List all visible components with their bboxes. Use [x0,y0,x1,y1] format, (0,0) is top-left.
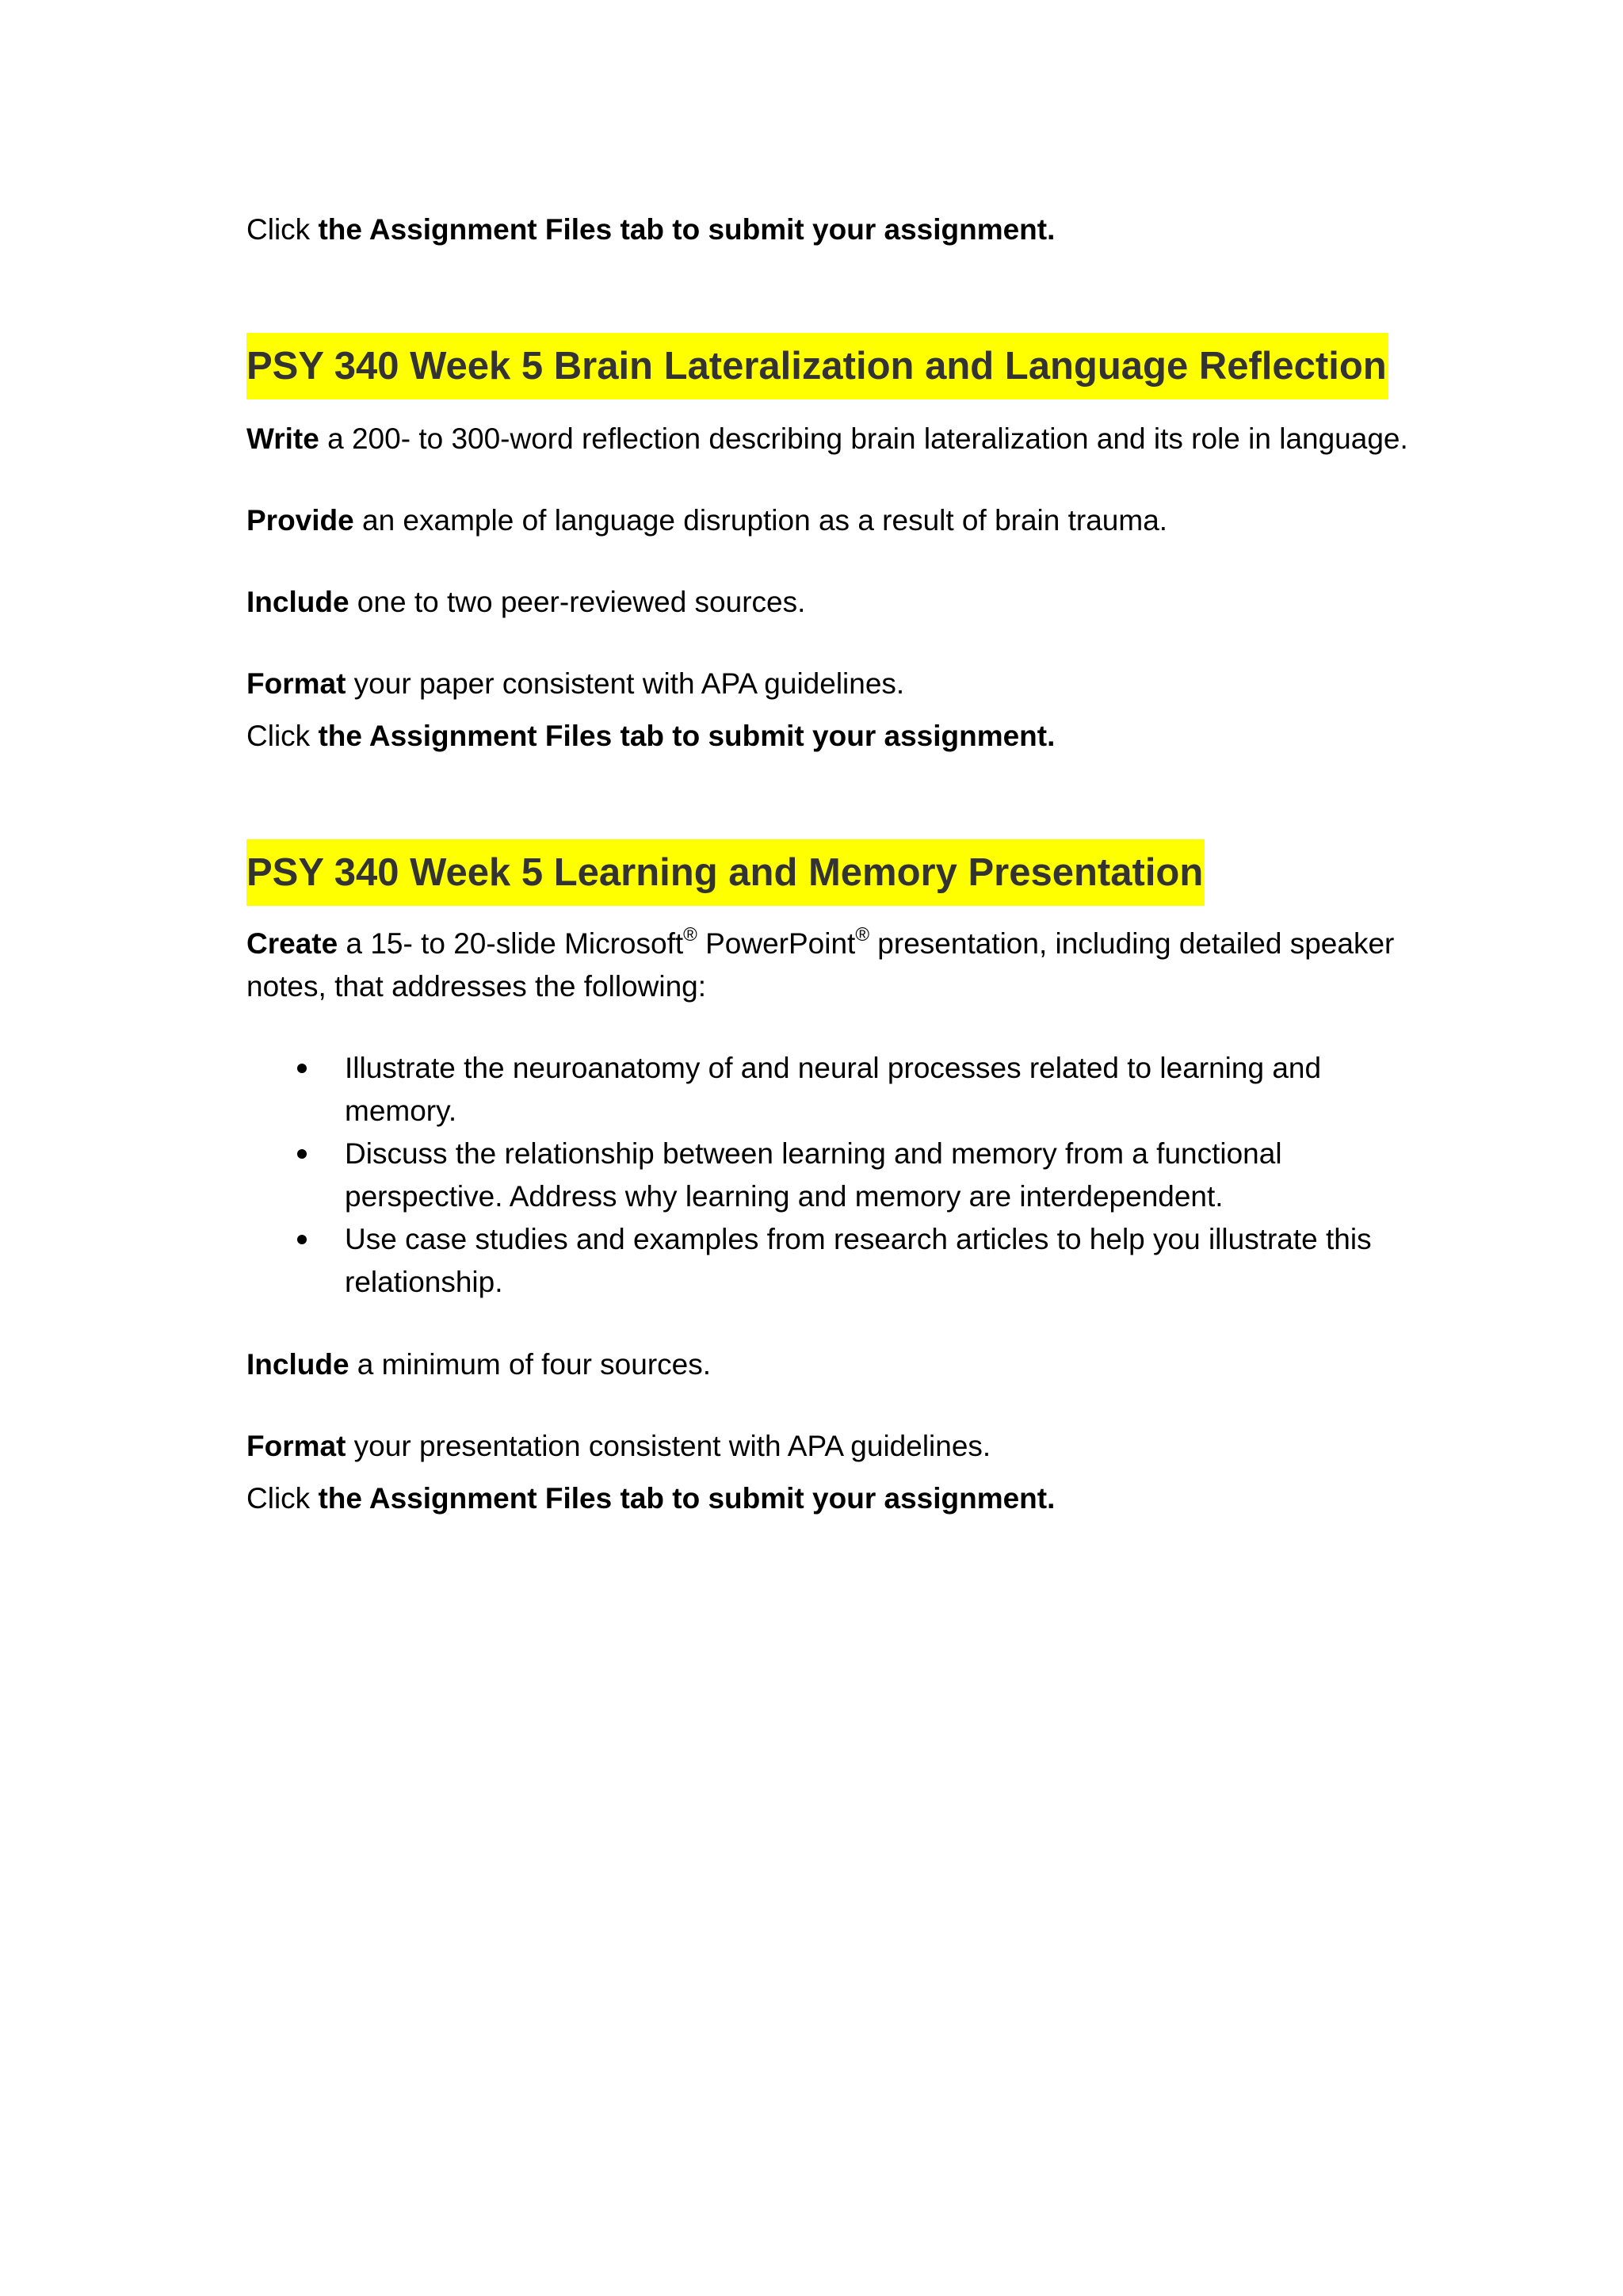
section1-submit-note [246,715,1403,758]
provide-text: an example of language disruption as a result of brain trauma. [353,504,1168,537]
bullet-item [246,1133,1403,1218]
section2-include [246,1343,1403,1386]
create-bold: Create [246,927,338,960]
intro-text-b: PowerPoint [697,927,856,960]
provide-bold: Provide [246,504,354,537]
section1-title: PSY 340 Week 5 Brain Lateralization and Language Reflection [246,333,1388,399]
include-text: one to two peer-reviewed sources. [349,586,806,618]
include-text: a minimum of four sources. [349,1348,712,1381]
registered-mark-a: ® [683,924,697,946]
registered-mark-b: ® [855,924,870,946]
section2-bullet-list [246,1047,1403,1304]
intro-text-c: presentation, including detailed speaker notes, that addresses the following: [246,927,1395,1003]
section2-format [246,1425,1403,1468]
section2-intro [246,923,1411,1008]
section1-write [246,418,1408,460]
write-text: a 200- to 300-word reflection describing brain lateralization and its role in language. [319,422,1408,455]
section2-submit-bold: the Assignment Files tab to submit your assignment. [318,1482,1056,1515]
include-bold: Include [246,586,349,618]
section1-submit-bold: the Assignment Files tab to submit your assignment. [318,720,1056,752]
bullet-dot-icon [297,1064,307,1073]
format-text: your presentation consistent with APA guidelines. [346,1430,991,1462]
section1-include [246,581,1403,624]
section2-title: PSY 340 Week 5 Learning and Memory Presentation [246,839,1205,906]
section1-provide [246,499,1403,542]
top-submit-note [246,208,1403,251]
section1-submit-prefix: Click [246,720,319,752]
write-bold: Write [246,422,319,455]
top-submit-prefix: Click [246,213,319,246]
bullet-text: Illustrate the neuroanatomy of and neural processes related to learning and memory. [345,1052,1322,1127]
format-text: your paper consistent with APA guidelines. [346,667,905,700]
format-bold: Format [246,1430,346,1462]
section2-submit-note [246,1477,1403,1520]
bullet-text: Discuss the relationship between learning and memory from a functional perspective. Address why learning and memory are interdependent. [345,1137,1282,1213]
section1-format [246,663,1403,705]
format-bold: Format [246,667,346,700]
bullet-item [246,1047,1403,1133]
section2-submit-prefix: Click [246,1482,319,1515]
bullet-dot-icon [297,1149,307,1159]
bullet-item [246,1218,1403,1304]
include-bold: Include [246,1348,349,1381]
intro-text-a: a 15- to 20-slide Microsoft [338,927,684,960]
bullet-dot-icon [297,1235,307,1244]
top-submit-bold: the Assignment Files tab to submit your assignment. [318,213,1056,246]
bullet-text: Use case studies and examples from research articles to help you illustrate this relationship. [345,1223,1372,1298]
